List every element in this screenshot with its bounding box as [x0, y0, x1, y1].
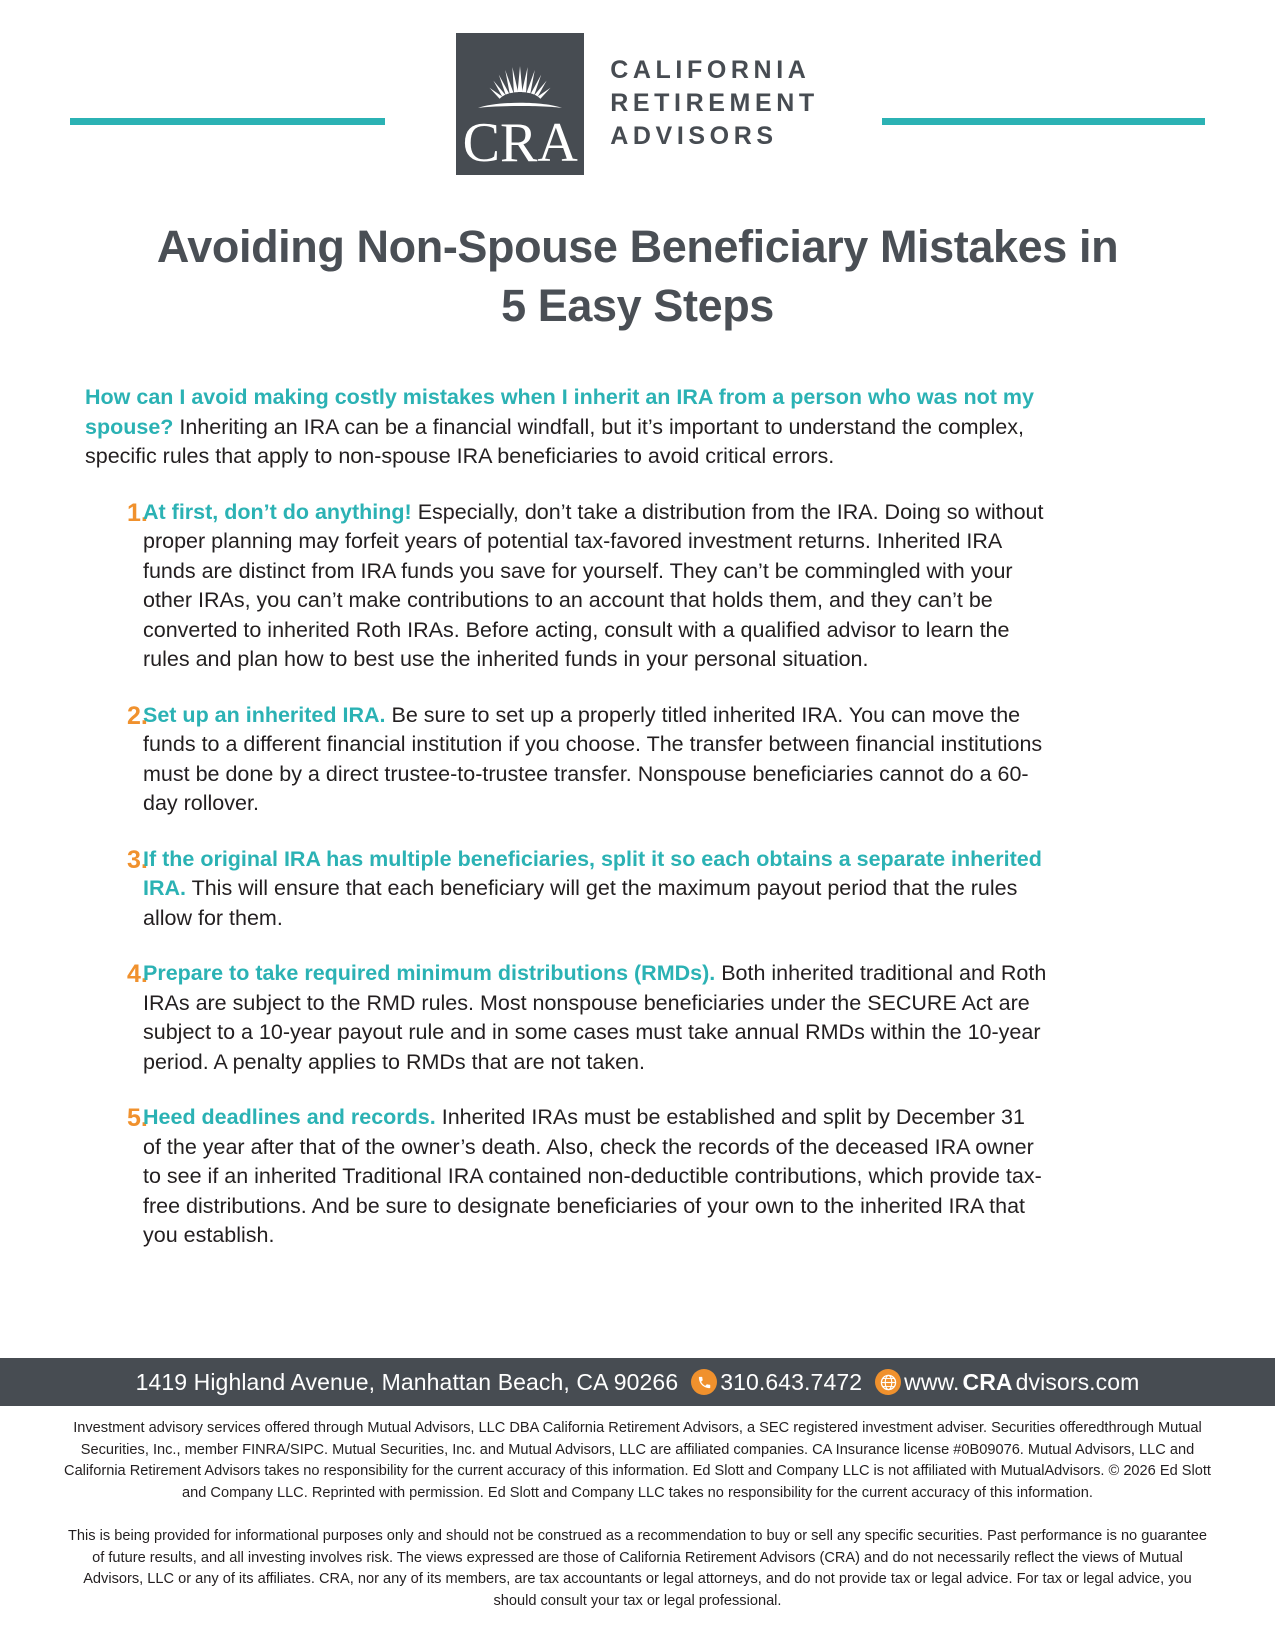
- wordmark-line-california: CALIFORNIA: [610, 56, 811, 84]
- phone-icon: [691, 1369, 717, 1395]
- footer-phone[interactable]: [691, 1369, 862, 1396]
- step-number: 3.: [127, 845, 148, 874]
- step-number: 1.: [127, 498, 148, 527]
- step-text: [143, 1103, 1048, 1251]
- list-item: [85, 1103, 1199, 1251]
- step-detail: Both inherited traditional and Roth IRAs are subject to the RMD rules. Most nonspouse beneficiaries under the SECURE Act are subject to a 10-year payout rule and in some cases must take annual RMDs within the 10-year period. A penalty applies to RMDs that are not taken.: [143, 961, 1047, 1074]
- header-rule-right: [882, 118, 1205, 125]
- disclaimer-paragraph: Investment advisory services offered through Mutual Advisors, LLC DBA California Retirement Advisors, a SEC registered investment adviser. Securities offeredthrough Mutual Securities, Inc., member FINRA/SIPC. Mutual Securities, Inc. and Mutual Advisors, LLC are affiliated companies. CA Insurance license #0B09076. Mutual Advisors, LLC and California Retirement Advisors takes no responsibility for the current accuracy of this information. Ed Slott and Company LLC is not affiliated with MutualAdvisors. © 2026 Ed Slott and Company LLC. Reprinted with permission. Ed Slott and Company LLC takes no responsibility for the current accuracy of this information.: [64, 1420, 1211, 1501]
- page-header: [0, 0, 1275, 195]
- step-detail: Especially, don’t take a distribution from the IRA. Doing so without proper planning may forfeit years of potential tax-favored investment returns. Inherited IRA funds are distinct from IRA funds you save for yourself. They can’t be commingled with your other IRAs, you can’t make contributions to an account that holds them, and they can’t be converted to inherited Roth IRAs. Before acting, consult with a qualified advisor to learn the rules and plan how to best use the inherited funds in your personal situation.: [143, 499, 1044, 671]
- step-lead: Prepare to take required minimum distributions (RMDs).: [143, 961, 716, 985]
- intro-paragraph: [85, 383, 1047, 472]
- page-title: Avoiding Non-Spouse Beneficiary Mistakes in 5 Easy Steps: [156, 221, 1119, 331]
- step-lead: At first, don’t do anything!: [143, 499, 412, 524]
- brand-wordmark: [610, 54, 819, 153]
- step-text: [143, 845, 1048, 934]
- intro-answer: Inheriting an IRA can be a financial windfall, but it’s important to understand the complex, specific rules that apply to non-spouse IRA beneficiaries to avoid critical errors.: [85, 414, 1024, 468]
- list-item: [85, 701, 1199, 819]
- document-body: [0, 335, 1275, 1251]
- footer-phone-number: 310.643.7472: [720, 1368, 863, 1395]
- footer-website-suffix: dvisors.com: [1015, 1368, 1140, 1395]
- footer-website-prefix: www.: [904, 1368, 960, 1395]
- disclaimer-section: [0, 1418, 1275, 1612]
- list-item: [85, 498, 1199, 675]
- step-detail: This will ensure that each beneficiary will get the maximum payout period that the rules allow for them.: [143, 876, 1018, 930]
- step-detail: Be sure to set up a properly titled inherited IRA. You can move the funds to a different financial institution if you choose. The transfer between financial institutions must be done by a direct trustee-to-trustee transfer. Nonspouse beneficiaries cannot do a 60-day rollover.: [143, 702, 1043, 815]
- contact-footer-bar: [0, 1358, 1275, 1406]
- step-text: [143, 959, 1048, 1077]
- brand-logo[interactable]: [440, 33, 835, 175]
- intro-question: How can I avoid making costly mistakes when I inherit an IRA from a person who was not my spouse?: [85, 385, 1035, 439]
- step-text: [143, 701, 1048, 819]
- header-rule-left: [70, 118, 385, 125]
- step-lead: If the original IRA has multiple beneficiaries, split it so each obtains a separate inherited IRA.: [143, 846, 1042, 900]
- cra-logo-mark: [456, 33, 584, 175]
- list-item: [85, 959, 1199, 1077]
- footer-address: 1419 Highland Avenue, Manhattan Beach, CA 90266: [135, 1368, 679, 1395]
- step-number: 4.: [127, 960, 148, 988]
- step-lead: Set up an inherited IRA.: [143, 702, 386, 727]
- step-number: 5.: [127, 1104, 148, 1132]
- footer-website-brand: CRA: [962, 1368, 1013, 1395]
- cra-logo-text: CRA: [462, 111, 578, 174]
- step-number: 2.: [127, 701, 148, 730]
- wordmark-line-advisors: ADVISORS: [610, 122, 778, 150]
- wordmark-line-retirement: RETIREMENT: [610, 89, 819, 117]
- step-detail: Inherited IRAs must be established and split by December 31 of the year after that of the owner’s death. Also, check the records of the deceased IRA owner to see if an inherited Traditional IRA contained non-deductible contributions, which provide tax-free distributions. And be sure to designate beneficiaries of your own to the inherited IRA that you establish.: [143, 1105, 1042, 1247]
- step-lead: Heed deadlines and records.: [143, 1105, 436, 1129]
- sunburst-icon: [474, 59, 566, 117]
- list-item: [85, 845, 1199, 934]
- footer-website[interactable]: [875, 1369, 1139, 1396]
- disclaimer-paragraph: This is being provided for informational purposes only and should not be construed as a recommendation to buy or sell any specific securities. Past performance is no guarantee of future results, and all investing involves risk. The views expressed are those of California Retirement Advisors (CRA) and do not necessarily reflect the views of Mutual Advisors, LLC or any of its affiliates. CRA, nor any of its members, are tax accountants or legal attorneys, and do not provide tax or legal advice. For tax or legal advice, you should consult your tax or legal professional.: [68, 1528, 1207, 1609]
- step-text: [143, 498, 1048, 675]
- steps-list: [85, 498, 1199, 1251]
- globe-icon: [875, 1369, 901, 1395]
